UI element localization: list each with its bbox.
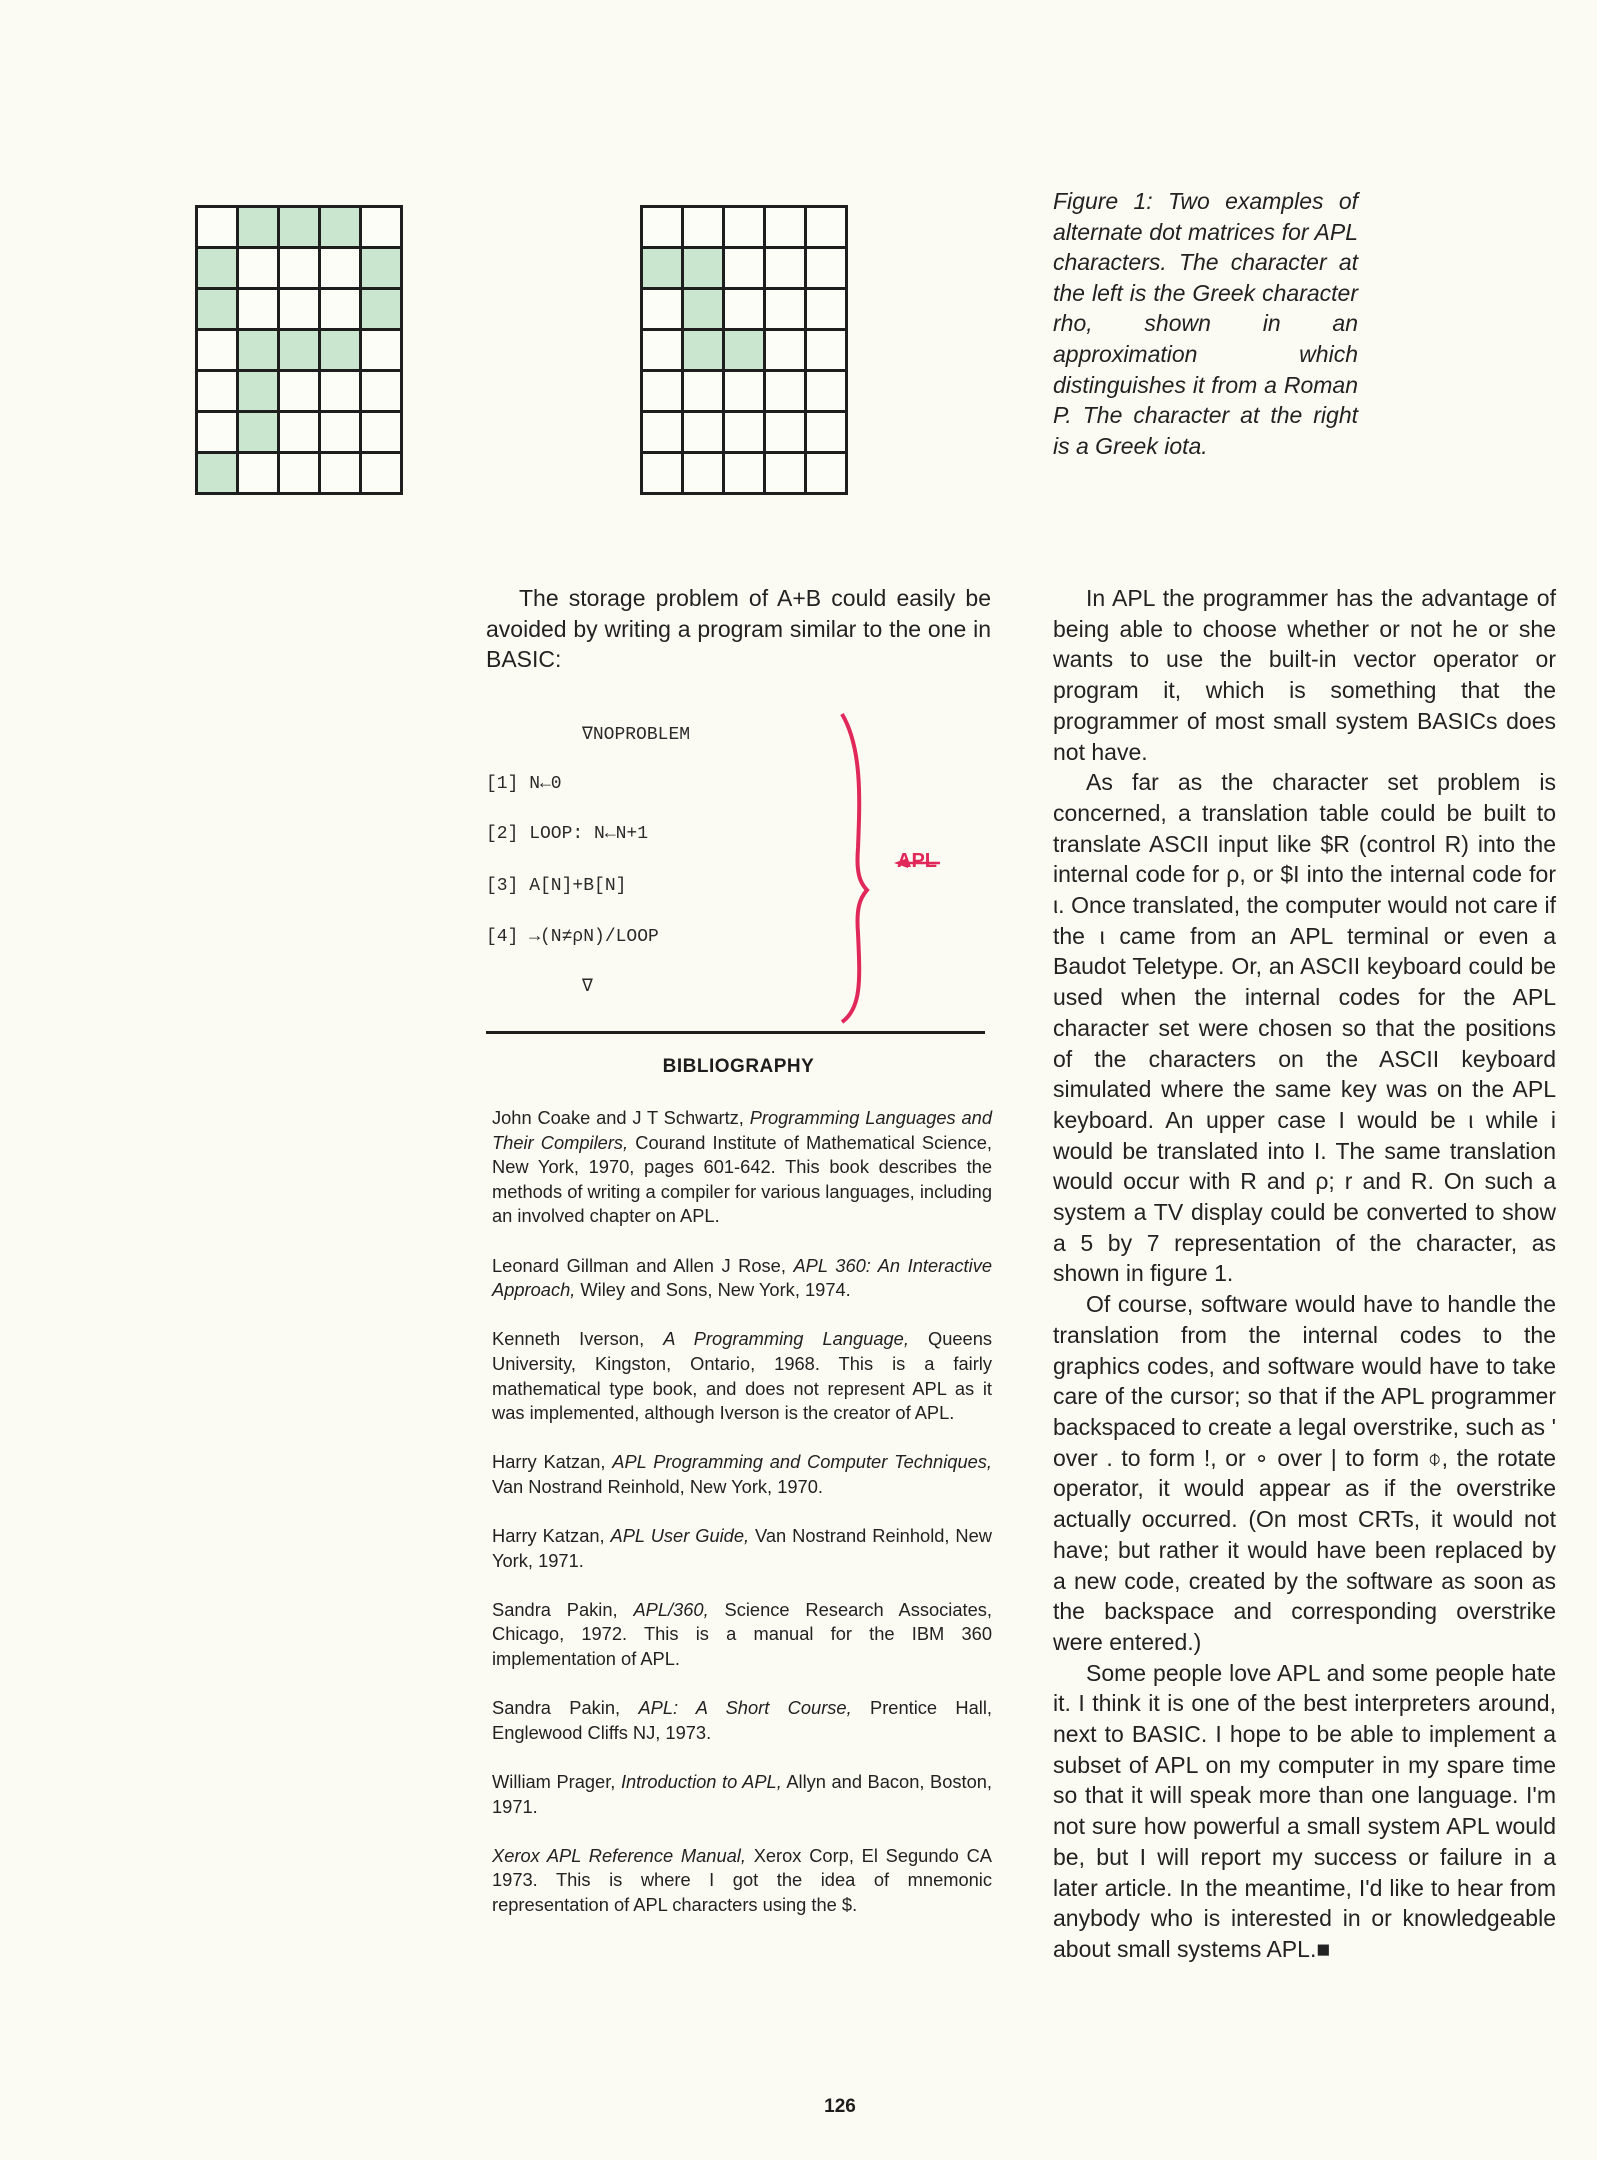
matrix-cell <box>725 372 763 410</box>
entry-pre: Leonard Gillman and Allen J Rose, <box>492 1254 794 1276</box>
matrix-cell <box>280 290 318 328</box>
entry-post: Allyn and Bacon, Boston, 1971. <box>492 1771 993 1817</box>
matrix-cell <box>362 208 400 246</box>
entry-post: Xerox Corp, El Segundo CA 1973. This is where I got the idea of mnemonic representation of APL characters using the $. <box>492 1844 992 1915</box>
matrix-cell <box>684 331 722 369</box>
bibliography-entry <box>492 1327 992 1425</box>
matrix-cell <box>239 372 277 410</box>
matrix-cell <box>643 413 681 451</box>
matrix-cell <box>321 331 359 369</box>
matrix-cell <box>807 249 845 287</box>
entry-title: APL 360: An Interactive Approach, <box>492 1254 992 1301</box>
matrix-cell <box>198 249 236 287</box>
figure-caption: Figure 1: Two examples of alternate dot matrices for APL characters. The character at the left is the Greek character rho, shown in an approximation which distinguishes it from a Roman P. The character at the right is a Greek iota. <box>1053 188 1358 459</box>
matrix-cell <box>280 208 318 246</box>
entry-post: Wiley and Sons, New York, 1974. <box>575 1279 851 1301</box>
matrix-cell <box>807 413 845 451</box>
code-footer: ∇ <box>582 977 593 997</box>
matrix-cell <box>684 249 722 287</box>
matrix-cell <box>684 290 722 328</box>
matrix-cell <box>321 290 359 328</box>
bibliography-entry <box>492 1844 992 1918</box>
matrix-cell <box>239 331 277 369</box>
matrix-cell <box>725 249 763 287</box>
matrix-cell <box>766 249 804 287</box>
matrix-cell <box>684 208 722 246</box>
matrix-cell <box>766 413 804 451</box>
bibliography-entry <box>492 1450 992 1499</box>
entry-post: Queens University, Kingston, Ontario, 1968. This is a fairly mathematical type book, and does not represent APL as it was implemented, although Iverson is the creator of APL. <box>492 1328 992 1424</box>
matrix-cell <box>766 331 804 369</box>
matrix-cell <box>725 413 763 451</box>
matrix-cell <box>198 372 236 410</box>
matrix-cell <box>239 208 277 246</box>
entry-post: Van Nostrand Reinhold, New York, 1971. <box>492 1525 993 1571</box>
matrix-cell <box>321 249 359 287</box>
matrix-cell <box>766 372 804 410</box>
matrix-cell <box>362 249 400 287</box>
matrix-cell <box>362 331 400 369</box>
matrix-cell <box>643 331 681 369</box>
entry-pre: John Coake and J T Schwartz, <box>492 1107 750 1128</box>
matrix-cell <box>198 413 236 451</box>
matrix-cell <box>766 290 804 328</box>
matrix-cell <box>198 290 236 328</box>
matrix-cell <box>198 331 236 369</box>
entry-title: APL/360, <box>633 1598 709 1620</box>
bibliography-entry <box>492 1106 992 1229</box>
matrix-cell <box>643 290 681 328</box>
matrix-cell <box>280 372 318 410</box>
divider <box>486 1031 985 1034</box>
entry-title: APL User Guide, <box>610 1525 750 1547</box>
bibliography-entry <box>492 1696 992 1745</box>
matrix-cell <box>807 454 845 492</box>
paragraph: Some people love APL and some people hate it. I think it is one of the best interpreters around, next to BASIC. I hope to be able to implement a subset of APL on my computer in my spare time so that it will speak more than one language. I'm not sure how powerful a small system APL would be, but I will report my success or failure in a later article. In the meantime, I'd like to hear from anybody who is interested in or knowledgeable about small systems APL.■ <box>1053 1659 1556 1962</box>
matrix-cell <box>725 454 763 492</box>
entry-pre: Harry Katzan, <box>492 1451 613 1473</box>
matrix-cell <box>766 208 804 246</box>
bibliography-entry <box>492 1524 992 1573</box>
entry-pre: Sandra Pakin, <box>492 1697 639 1719</box>
matrix-cell <box>362 290 400 328</box>
rho-dot-matrix <box>195 205 403 495</box>
left-intro <box>486 583 991 675</box>
bibliography-entry <box>492 1254 992 1303</box>
entry-pre: Harry Katzan, <box>492 1525 611 1547</box>
iota-dot-matrix <box>640 205 848 495</box>
matrix-cell <box>198 454 236 492</box>
matrix-cell <box>321 372 359 410</box>
matrix-cell <box>280 331 318 369</box>
code-line: [2] LOOP: N←N+1 <box>486 824 649 844</box>
code-line: [3] A[N]+B[N] <box>486 876 627 896</box>
matrix-cell <box>280 454 318 492</box>
entry-title: APL: A Short Course, <box>638 1697 852 1719</box>
entry-pre: William Prager, <box>492 1771 621 1793</box>
matrix-cell <box>807 290 845 328</box>
paragraph: Of course, software would have to handle the translation from the internal codes to the graphics codes, and software would have to take care of the cursor; so that if the APL programmer backspaced to create a legal overstrike, such as ' over . to form !, or ∘ over | to form ⌽, the rotate operator, it would appear as if the overstrike actually occurred. (On most CRTs, it would not have; but rather it would have been replaced by a new code, created by the software as soon as the backspace and corresponding overstrike were entered.) <box>1053 1291 1556 1655</box>
matrix-cell <box>362 454 400 492</box>
entry-title: A Programming Language, <box>663 1328 909 1350</box>
paragraph: In APL the programmer has the advantage of being able to choose whether or not he or she wants to use the built-in vector operator or program it, which is something that the programmer of most small system BASICs does not have. <box>1053 585 1556 765</box>
matrix-cell <box>807 331 845 369</box>
matrix-cell <box>198 208 236 246</box>
paragraph: As far as the character set problem is concerned, a translation table could be built to translate ASCII input like $R (control R) into the internal code for ρ, or $I into the internal code for ι. Once translated, the computer would not care if the ι came from an APL terminal or even a Baudot Teletype. Or, an ASCII keyboard could be used when the internal codes for the APL character set were chosen so that the positions of the characters on the ASCII keyboard simulated where the same key was on the APL keyboard. An upper case I would be ι while i would be translated into I. The same translation would occur with R and ρ; r and R. On such a system a TV display could be converted to show a 5 by 7 representation of the character, as shown in figure 1. <box>1053 769 1556 1287</box>
code-line: [1] N←0 <box>486 774 562 794</box>
bibliography-list <box>492 1106 992 1942</box>
bibliography-entry <box>492 1770 992 1819</box>
matrix-cell <box>239 290 277 328</box>
apl-annotation: APL <box>897 850 937 872</box>
matrix-cell <box>239 249 277 287</box>
matrix-cell <box>684 413 722 451</box>
matrix-cell <box>362 413 400 451</box>
entry-title: Xerox APL Reference Manual, <box>492 1844 746 1866</box>
bibliography-entry <box>492 1598 992 1672</box>
entry-post: Science Research Associates, Chicago, 1972. This is a manual for the IBM 360 implementation of APL. <box>492 1598 992 1670</box>
matrix-cell <box>725 331 763 369</box>
matrix-cell <box>321 208 359 246</box>
entry-pre: Kenneth Iverson, <box>492 1328 664 1350</box>
right-column <box>1053 583 1556 1965</box>
matrix-cell <box>643 208 681 246</box>
matrix-cell <box>807 208 845 246</box>
matrix-cell <box>766 454 804 492</box>
matrix-cell <box>643 372 681 410</box>
matrix-cell <box>239 413 277 451</box>
entry-post: Van Nostrand Reinhold, New York, 1970. <box>492 1475 823 1497</box>
matrix-cell <box>362 372 400 410</box>
entry-title: Programming Languages and Their Compilers, <box>492 1107 992 1153</box>
entry-title: APL Programming and Computer Techniques, <box>612 1451 992 1473</box>
matrix-cell <box>684 454 722 492</box>
entry-post: Prentice Hall, Englewood Cliffs NJ, 1973. <box>492 1697 992 1743</box>
entry-post: Courand Institute of Mathematical Science, New York, 1970, pages 601-642. This book describes the methods of writing a compiler for various languages, including an involved chapter on APL. <box>492 1131 992 1227</box>
matrix-cell <box>321 413 359 451</box>
matrix-cell <box>239 454 277 492</box>
entry-title: Introduction to APL, <box>620 1771 782 1793</box>
matrix-cell <box>643 249 681 287</box>
matrix-cell <box>643 454 681 492</box>
entry-pre: Sandra Pakin, <box>492 1598 634 1620</box>
code-header: ∇NOPROBLEM <box>582 725 691 745</box>
matrix-cell <box>280 413 318 451</box>
matrix-cell <box>807 372 845 410</box>
matrix-cell <box>280 249 318 287</box>
bibliography-heading: BIBLIOGRAPHY <box>662 1056 815 1077</box>
matrix-cell <box>684 372 722 410</box>
code-line: [4] →(N≠ρN)/LOOP <box>486 927 659 947</box>
paragraph: The storage problem of A+B could easily be avoided by writing a program similar to the one in BASIC: <box>486 585 991 673</box>
matrix-cell <box>321 454 359 492</box>
page-number: 126 <box>824 2096 856 2117</box>
matrix-cell <box>725 290 763 328</box>
matrix-cell <box>725 208 763 246</box>
